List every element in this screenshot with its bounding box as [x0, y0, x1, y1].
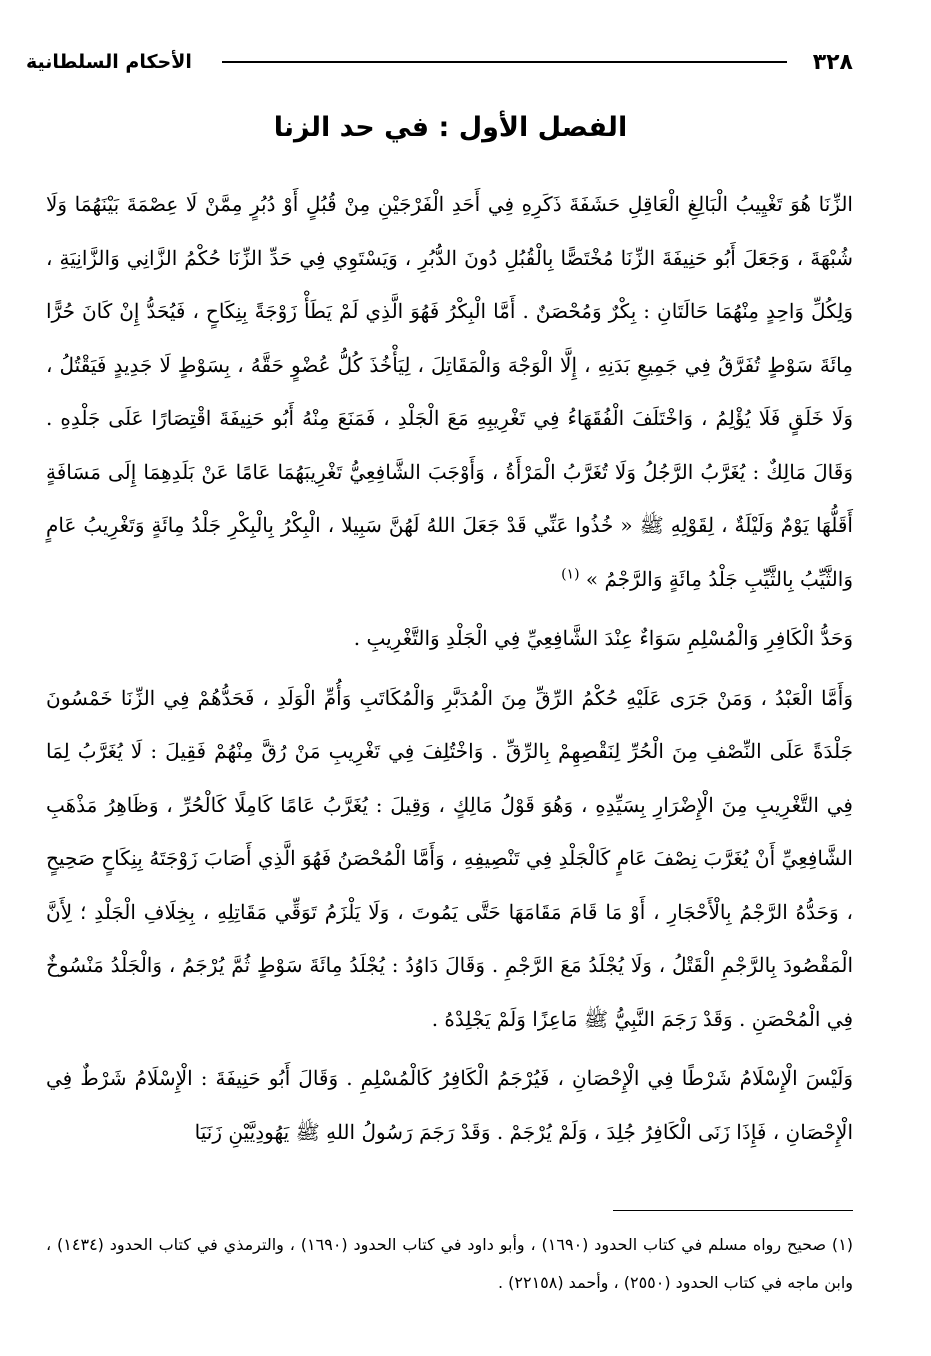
paragraph-definition — [46, 178, 853, 606]
paragraph-kafir-muslim — [46, 612, 853, 666]
paragraph-text: وَلَيْسَ الْإِسْلَامُ شَرْطًا فِي الْإِحْصَانِ ، فَيُرْجَمُ الْكَافِرُ كَالْمُسْلِمِ . وَقَالَ أَبُو حَنِيفَةَ : الْإِسْلَامُ شَرْطٌ فِي الْإِحْصَانِ ، فَإِذَا زَنَى الْكَافِرُ جُلِدَ ، وَلَمْ يُرْجَمْ . وَقَدْ رَجَمَ رَسُولُ اللهِ ﷺ يَهُودِيَّيْنِ زَنَيَا — [46, 1066, 853, 1144]
footnote: (١) صحيح رواه مسلم في كتاب الحدود (١٦٩٠) ، وأبو داود في كتاب الحدود (١٦٩٠) ، والترمذي في كتاب الحدود (١٤٣٤) ، وابن ماجه في كتاب الحدود (٢٥٥٠) ، وأحمد (٢٢١٥٨) . — [46, 1235, 854, 1292]
paragraph-islam-condition — [46, 1052, 853, 1159]
chapter-title: الفصل الأول : في حد الزنا — [273, 112, 628, 143]
paragraph-slave-muhsan — [46, 672, 853, 1047]
page-header — [26, 40, 853, 84]
page-number: ٣٢٨ — [812, 49, 853, 75]
paragraph-text: الزِّنَا هُوَ تَغْيِيبُ الْبَالِغِ الْعَاقِلِ حَشَفَةَ ذَكَرِهِ فِي أَحَدِ الْفَرْجَيْنِ مِنْ قُبُلٍ أَوْ دُبُرٍ مِمَّنْ لَا عِصْمَةَ بَيْنَهُمَا وَلَا شُبْهَةَ ، وَجَعَلَ أَبُو حَنِيفَةَ الزِّنَا مُخْتَصًّا بِالْقُبُلِ دُونَ الدُّبُرِ ، وَيَسْتَوِي فِي حَدِّ الزِّنَا حُكْمُ الزَّانِي وَالزَّانِيَةِ ، وَلِكُلِّ وَاحِدٍ مِنْهُمَا حَالَتَانِ : بِكْرٌ وَمُحْصَنٌ . أَمَّا الْبِكْرُ فَهُوَ الَّذِي لَمْ يَطَأْ زَوْجَةً بِنِكَاحٍ ، فَيُحَدُّ إِنْ كَانَ حُرًّا مِائَةَ سَوْطٍ تُفَرَّقُ فِي جَمِيعِ بَدَنِهِ ، إِلَّا الْوَجْهَ وَالْمَقَاتِلَ ، لِيَأْخُذَ كُلُّ عُضْوٍ حَقَّهُ ، بِسَوْطٍ لَا جَدِيدٍ فَيَقْتُلُ ، وَلَا خَلَقٍ فَلَا يُؤْلِمُ ، وَاخْتَلَفَ الْفُقَهَاءُ فِي تَغْرِيبِهِ مَعَ الْجَلْدِ ، فَمَنَعَ مِنْهُ أَبُو حَنِيفَةَ اقْتِصَارًا عَلَى جَلْدِهِ . وَقَالَ مَالِكٌ : يُغَرَّبُ الرَّجُلُ وَلَا تُغَرَّبُ الْمَرْأَةُ ، وَأَوْجَبَ الشَّافِعِيُّ تَغْرِيبَهُمَا عَامًا عَنْ بَلَدِهِمَا إِلَى مَسَافَةٍ أَقَلُّهَا يَوْمٌ وَلَيْلَةٌ ، لِقَوْلِهِ ﷺ « خُذُوا عَنِّي قَدْ جَعَلَ اللهُ لَهُنَّ سَبِيلا ، الْبِكْرُ بِالْبِكْرِ جَلْدُ مِائَةٍ وَتَغْرِيبُ عَامٍ وَالثَّيِّبُ بِالثَّيِّبِ جَلْدُ مِائَةٍ وَالرَّجْمُ » — [46, 192, 853, 591]
header-rule — [222, 61, 787, 63]
paragraph-text: وَأَمَّا الْعَبْدُ ، وَمَنْ جَرَى عَلَيْهِ حُكْمُ الرِّقِّ مِنَ الْمُدَبَّرِ وَالْمُكَاتَبِ وَأُمِّ الْوَلَدِ ، فَحَدُّهُمْ فِي الزِّنَا خَمْسُونَ جَلْدَةً عَلَى النِّصْفِ مِنَ الْحُرِّ لِنَقْصِهِمْ بِالرِّقِّ . وَاخْتُلِفَ فِي تَغْرِيبِ مَنْ رُقَّ مِنْهُمْ فَقِيلَ : لَا يُغَرَّبُ لِمَا فِي التَّغْرِيبِ مِنَ الْإِضْرَارِ بِسَيِّدِهِ ، وَهُوَ قَوْلُ مَالِكٍ ، وَقِيلَ : يُغَرَّبُ عَامًا كَامِلًا كَالْحُرِّ ، وَظَاهِرُ مَذْهَبِ الشَّافِعِيِّ أَنْ يُغَرَّبَ نِصْفَ عَامٍ كَالْجَلْدِ فِي تَنْصِيفِهِ ، وَأَمَّا الْمُحْصَنُ فَهُوَ الَّذِي أَصَابَ زَوْجَتَهُ بِنِكَاحٍ صَحِيحٍ ، وَحَدُّهُ الرَّجْمُ بِالْأَحْجَارِ ، أَوْ مَا قَامَ مَقَامَهَا حَتَّى يَمُوتَ ، وَلَا يَلْزَمُ تَوَقِّي مَقَاتِلِهِ ، بِخِلَافِ الْجَلْدِ ؛ لِأَنَّ الْمَقْصُودَ بِالرَّجْمِ الْقَتْلُ ، وَلَا يُجْلَدُ مَعَ الرَّجْمِ . وَقَالَ دَاوُدُ : يُجْلَدُ مِائَةَ سَوْطٍ ثُمَّ يُرْجَمُ ، وَالْجَلْدُ مَنْسُوخٌ فِي الْمُحْصَنِ . وَقَدْ رَجَمَ النَّبِيُّ ﷺ مَاعِزًا وَلَمْ يَجْلِدْهُ . — [46, 685, 854, 1031]
footnote-reference: (١) — [561, 565, 580, 582]
paragraph-text: وَحَدُّ الْكَافِرِ وَالْمُسْلِمِ سَوَاءٌ عِنْدَ الشَّافِعِيِّ فِي الْجَلْدِ وَالتَّغْرِيبِ . — [353, 626, 853, 650]
running-title: الأحكام السلطانية — [26, 51, 192, 73]
body-text — [46, 178, 853, 1159]
footnote-separator — [613, 1210, 853, 1211]
